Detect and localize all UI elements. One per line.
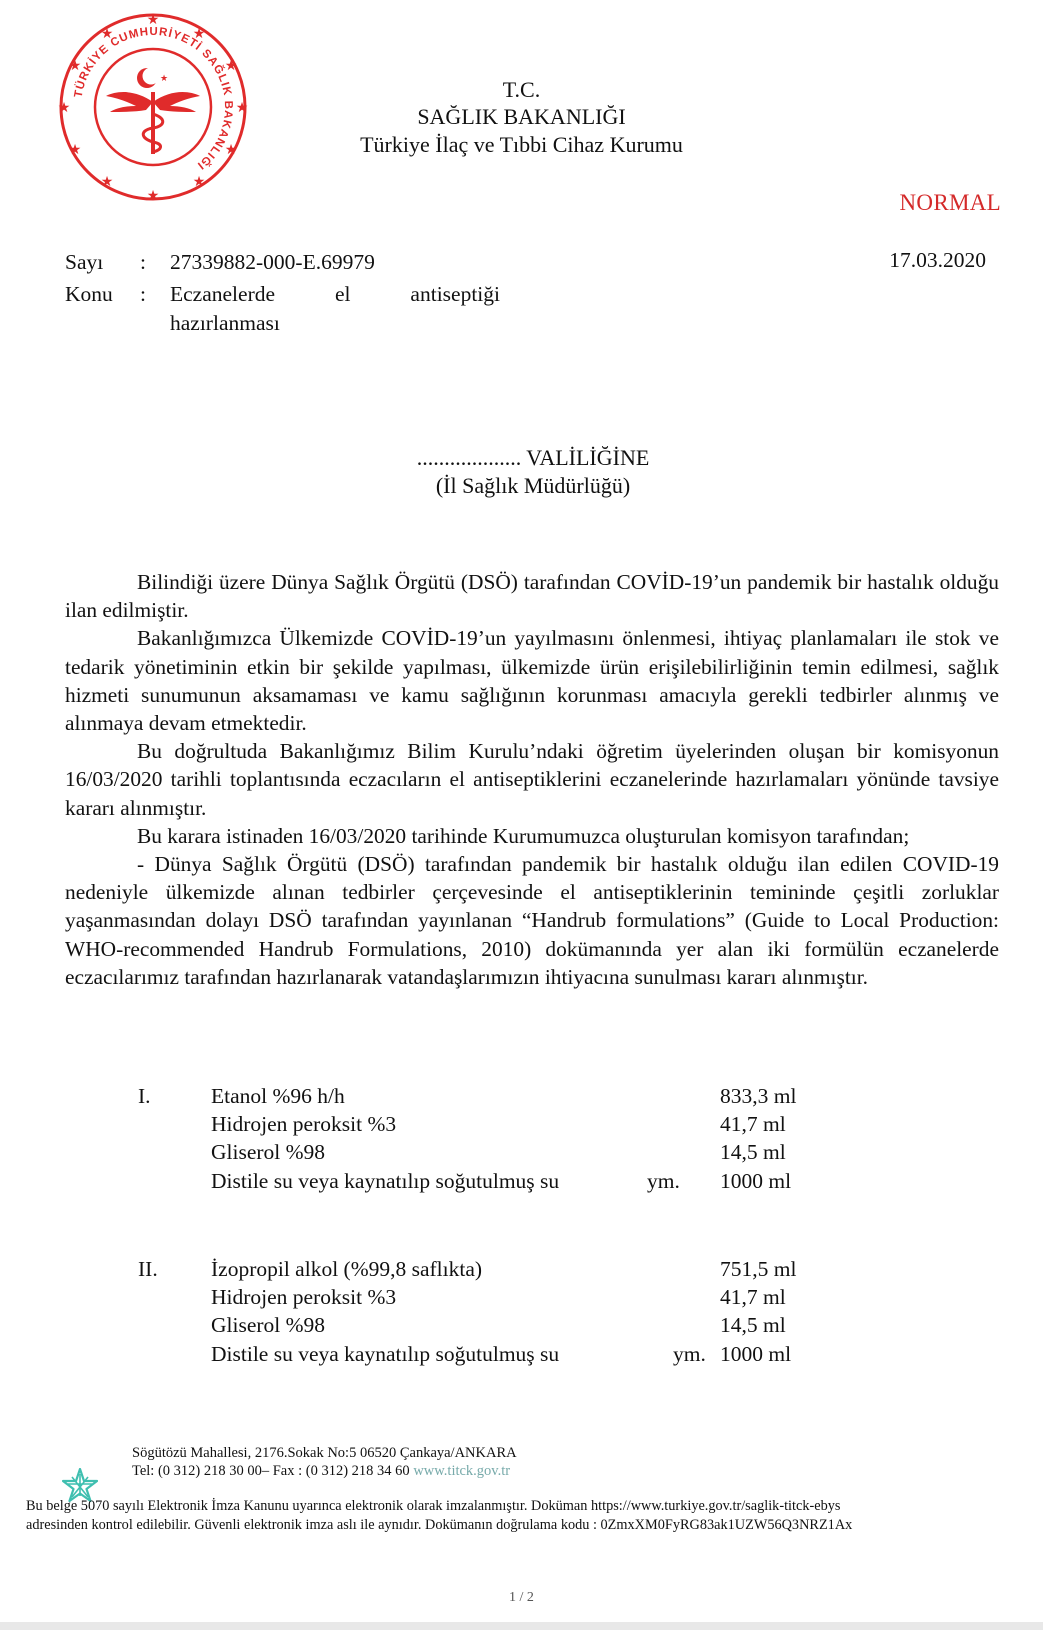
esign-line-1: Bu belge 5070 sayılı Elektronik İmza Kanunu uyarınca elektronik olarak imzalanmıştır. Doküman https://www.turkiye.gov.tr/saglik-titck-ebys xyxy=(26,1498,841,1514)
svg-text:★: ★ xyxy=(192,26,206,42)
addressee-line1: ................... VALİLİĞİNE xyxy=(416,445,650,470)
footer-address: Sögütözü Mahallesi, 2176.Sokak No:5 06520 Çankaya/ANKARA xyxy=(132,1445,517,1461)
ingredient-amount: 751,5 ml xyxy=(720,1257,797,1281)
header-tc: T.C. xyxy=(502,77,541,102)
ym-label: ym. xyxy=(673,1342,706,1366)
body-paragraph-4: Bu karara istinaden 16/03/2020 tarihinde Kurumumuzca oluşturulan komisyon tarafından; xyxy=(137,823,910,848)
svg-text:★: ★ xyxy=(160,74,169,84)
ingredient-name: Distile su veya kaynatılıp soğutulmuş su xyxy=(211,1342,560,1366)
konu-colon: : xyxy=(140,282,146,306)
header-agency: Türkiye İlaç ve Tıbbi Cihaz Kurumu xyxy=(360,132,683,157)
konu-value-line2: hazırlanması xyxy=(170,311,280,335)
svg-text:★: ★ xyxy=(100,174,114,190)
ingredient-name: Gliserol %98 xyxy=(211,1313,326,1337)
esign-line-2: adresinden kontrol edilebilir. Güvenli elektronik imza aslı ile aynıdır. Dokümanın doğrulama kodu : 0ZmxXM0FyRG83ak1UZW56Q3NRZ1Ax xyxy=(26,1516,853,1533)
konu-label: Konu xyxy=(65,282,113,306)
seal-ring-text: TÜRKİYE CUMHURİYETİ SAĞLIK BAKANLIĞI xyxy=(72,25,235,172)
ingredient-name: Etanol %96 h/h xyxy=(211,1084,345,1108)
body-paragraph-2: Bakanlığımızca Ülkemizde COVİD-19’un yayılmasını önlenmesi, ihtiyaç planlamaları ile stok ve tedarik yönetiminin etkin bir şekilde yapılması, ülkemizde ürün erişilebilirliğinin temin edilmesi, sağlık hizmeti sunumunun aksamaması ve kamu sağlığının korunması amacıyla gerekli tedbirler alınmış ve alınmaya devam etmektedir. xyxy=(65,626,999,736)
ym-label: ym. xyxy=(647,1169,680,1193)
svg-text:★: ★ xyxy=(235,100,249,116)
formula-numeral: II. xyxy=(138,1257,158,1281)
page-number: 1 / 2 xyxy=(509,1590,534,1605)
footer-website-link[interactable]: www.titck.gov.tr xyxy=(413,1463,511,1479)
footer-phone: Tel: (0 312) 218 30 00– Fax : (0 312) 218 34 60 xyxy=(132,1463,410,1479)
sayi-colon: : xyxy=(140,250,146,274)
page-bottom-edge xyxy=(0,1622,1043,1630)
formula-2 xyxy=(0,1255,1043,1375)
ingredient-amount: 1000 ml xyxy=(720,1342,792,1366)
ingredient-amount: 41,7 ml xyxy=(720,1285,786,1309)
footer-address-block xyxy=(132,1444,517,1480)
svg-text:★: ★ xyxy=(224,58,238,74)
ingredient-amount: 833,3 ml xyxy=(720,1084,797,1108)
addressee-line2: (İl Sağlık Müdürlüğü) xyxy=(435,473,631,498)
konu-value-line1: Eczanelerde el antiseptiği xyxy=(170,282,500,306)
body-paragraph-5: - Dünya Sağlık Örgütü (DSÖ) tarafından pandemik bir hastalık olduğu ilan edilen COVID-19 nedeniyle ülkemizde alınan tedbirler çerçevesinde el antiseptiklerinin temininde çeşitli zorluklar yaşanmasından dolayı DSÖ tarafından yayınlanan “Handrub formulations” (Guide to Local Production: WHO-recommended Handrub Formulations, 2010) dokümanında yer alan iki formülün eczanelerde eczacılarımız tarafından hazırlanarak vatandaşlarımızın ihtiyacına sunulması kararı alınmıştır. xyxy=(65,852,999,989)
ingredient-amount: 41,7 ml xyxy=(720,1112,786,1136)
formula-numeral: I. xyxy=(138,1084,151,1108)
ingredient-name: Hidrojen peroksit %3 xyxy=(211,1112,397,1136)
sayi-value: 27339882-000-E.69979 xyxy=(170,250,375,274)
ingredient-amount: 14,5 ml xyxy=(720,1140,786,1164)
ingredient-name: Gliserol %98 xyxy=(211,1140,326,1164)
ingredient-name: İzopropil alkol (%99,8 saflıkta) xyxy=(211,1257,483,1281)
svg-text:★: ★ xyxy=(57,100,71,116)
body-paragraph-3: Bu doğrultuda Bakanlığımız Bilim Kurulu’ndaki öğretim üyelerinden oluşan bir komisyonun 16/03/2020 tarihli toplantısında eczacıların el antiseptiklerini eczanelerinde hazırlamaları yönünde tavsiye kararı alınmıştır. xyxy=(65,739,999,820)
svg-text:★: ★ xyxy=(192,174,206,190)
ingredient-name: Distile su veya kaynatılıp soğutulmuş su xyxy=(211,1169,560,1193)
letter-body xyxy=(65,568,999,991)
ingredient-name: Hidrojen peroksit %3 xyxy=(211,1285,397,1309)
svg-text:★: ★ xyxy=(146,188,160,204)
ingredient-amount: 1000 ml xyxy=(720,1169,792,1193)
sayi-label: Sayı xyxy=(65,250,104,274)
svg-text:★: ★ xyxy=(68,142,82,158)
svg-text:★: ★ xyxy=(146,12,160,28)
ingredient-amount: 14,5 ml xyxy=(720,1313,786,1337)
svg-text:★: ★ xyxy=(224,142,238,158)
header-ministry: SAĞLIK BAKANLIĞI xyxy=(417,104,626,129)
body-paragraph-1: Bilindiği üzere Dünya Sağlık Örgütü (DSÖ) tarafından COVİD-19’un pandemik bir hastalık olduğu ilan edilmiştir. xyxy=(65,570,999,623)
classification-label: NORMAL xyxy=(899,190,1001,215)
electronic-signature-note xyxy=(26,1497,1020,1534)
svg-text:★: ★ xyxy=(68,58,82,74)
svg-text:★: ★ xyxy=(100,26,114,42)
formula-1 xyxy=(0,1082,1043,1202)
document-date: 17.03.2020 xyxy=(889,248,986,272)
